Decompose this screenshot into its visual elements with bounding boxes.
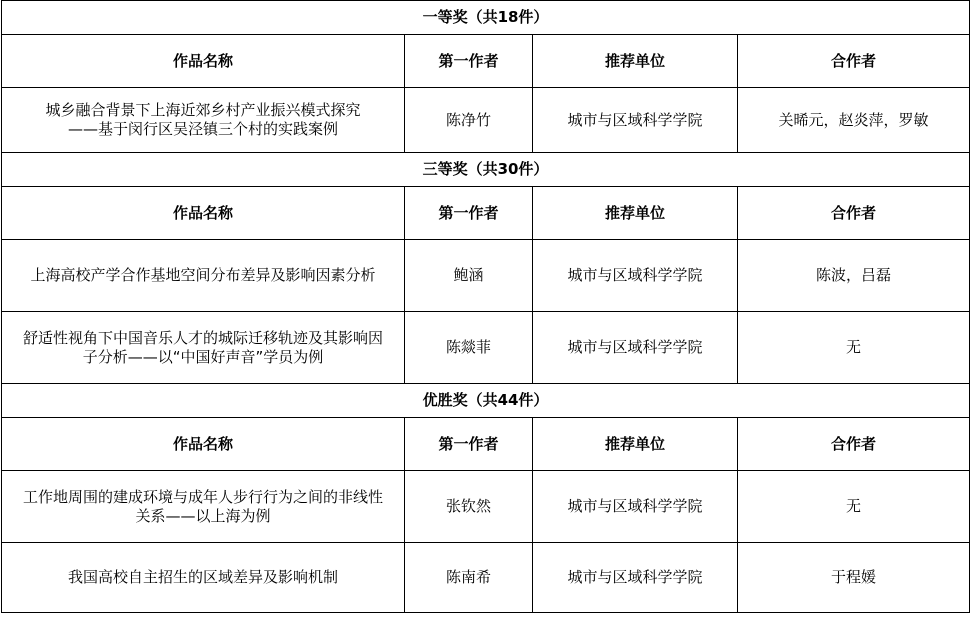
header-coauthors: 合作者	[738, 418, 970, 471]
header-title: 作品名称	[2, 35, 405, 88]
work-title-line: ——基于闵行区吴泾镇三个村的实践案例	[67, 120, 338, 138]
header-row	[2, 35, 970, 88]
work-title-line: 城乡融合背景下上海近郊乡村产业振兴模式探究	[45, 101, 361, 119]
section-row	[2, 1, 970, 35]
recommending-unit: 城市与区域科学学院	[533, 312, 738, 384]
header-row	[2, 418, 970, 471]
section-row	[2, 384, 970, 418]
work-title	[2, 240, 405, 312]
coauthors: 无	[738, 471, 970, 543]
table-row	[2, 240, 970, 312]
section-row	[2, 153, 970, 187]
header-coauthors: 合作者	[738, 35, 970, 88]
header-unit: 推荐单位	[533, 187, 738, 240]
first-author: 张钦然	[405, 471, 533, 543]
header-author: 第一作者	[405, 187, 533, 240]
first-author: 鲍涵	[405, 240, 533, 312]
table-row	[2, 543, 970, 613]
coauthors: 无	[738, 312, 970, 384]
work-title	[2, 88, 405, 153]
coauthors: 于程媛	[738, 543, 970, 613]
coauthors: 陈波，吕磊	[738, 240, 970, 312]
table-row	[2, 471, 970, 543]
coauthors: 关晞元，赵炎萍，罗敏	[738, 88, 970, 153]
work-title-line: 上海高校产学合作基地空间分布差异及影响因素分析	[30, 266, 376, 284]
work-title-line: 工作地周围的建成环境与成年人步行行为之间的非线性	[22, 487, 383, 506]
section-title: 三等奖（共30件）	[2, 153, 970, 187]
table-row	[2, 88, 970, 153]
recommending-unit: 城市与区域科学学院	[533, 240, 738, 312]
table-row	[2, 312, 970, 384]
header-unit: 推荐单位	[533, 35, 738, 88]
work-title	[2, 471, 405, 543]
recommending-unit: 城市与区域科学学院	[533, 471, 738, 543]
section-title: 一等奖（共18件）	[2, 1, 970, 35]
header-author: 第一作者	[405, 418, 533, 471]
header-title: 作品名称	[2, 418, 405, 471]
header-title: 作品名称	[2, 187, 405, 240]
first-author: 陈南希	[405, 543, 533, 613]
work-title-line: 子分析——以“中国好声音”学员为例	[82, 347, 324, 366]
first-author: 陈燚菲	[405, 312, 533, 384]
work-title-line: 我国高校自主招生的区域差异及影响机制	[67, 568, 338, 586]
work-title-line: 关系——以上海为例	[135, 506, 271, 525]
section-title: 优胜奖（共44件）	[2, 384, 970, 418]
recommending-unit: 城市与区域科学学院	[533, 543, 738, 613]
work-title	[2, 543, 405, 613]
recommending-unit: 城市与区域科学学院	[533, 88, 738, 153]
awards-table	[1, 0, 970, 613]
header-row	[2, 187, 970, 240]
first-author: 陈净竹	[405, 88, 533, 153]
header-coauthors: 合作者	[738, 187, 970, 240]
work-title	[2, 312, 405, 384]
header-unit: 推荐单位	[533, 418, 738, 471]
work-title-line: 舒适性视角下中国音乐人才的城际迁移轨迹及其影响因	[22, 328, 383, 347]
header-author: 第一作者	[405, 35, 533, 88]
